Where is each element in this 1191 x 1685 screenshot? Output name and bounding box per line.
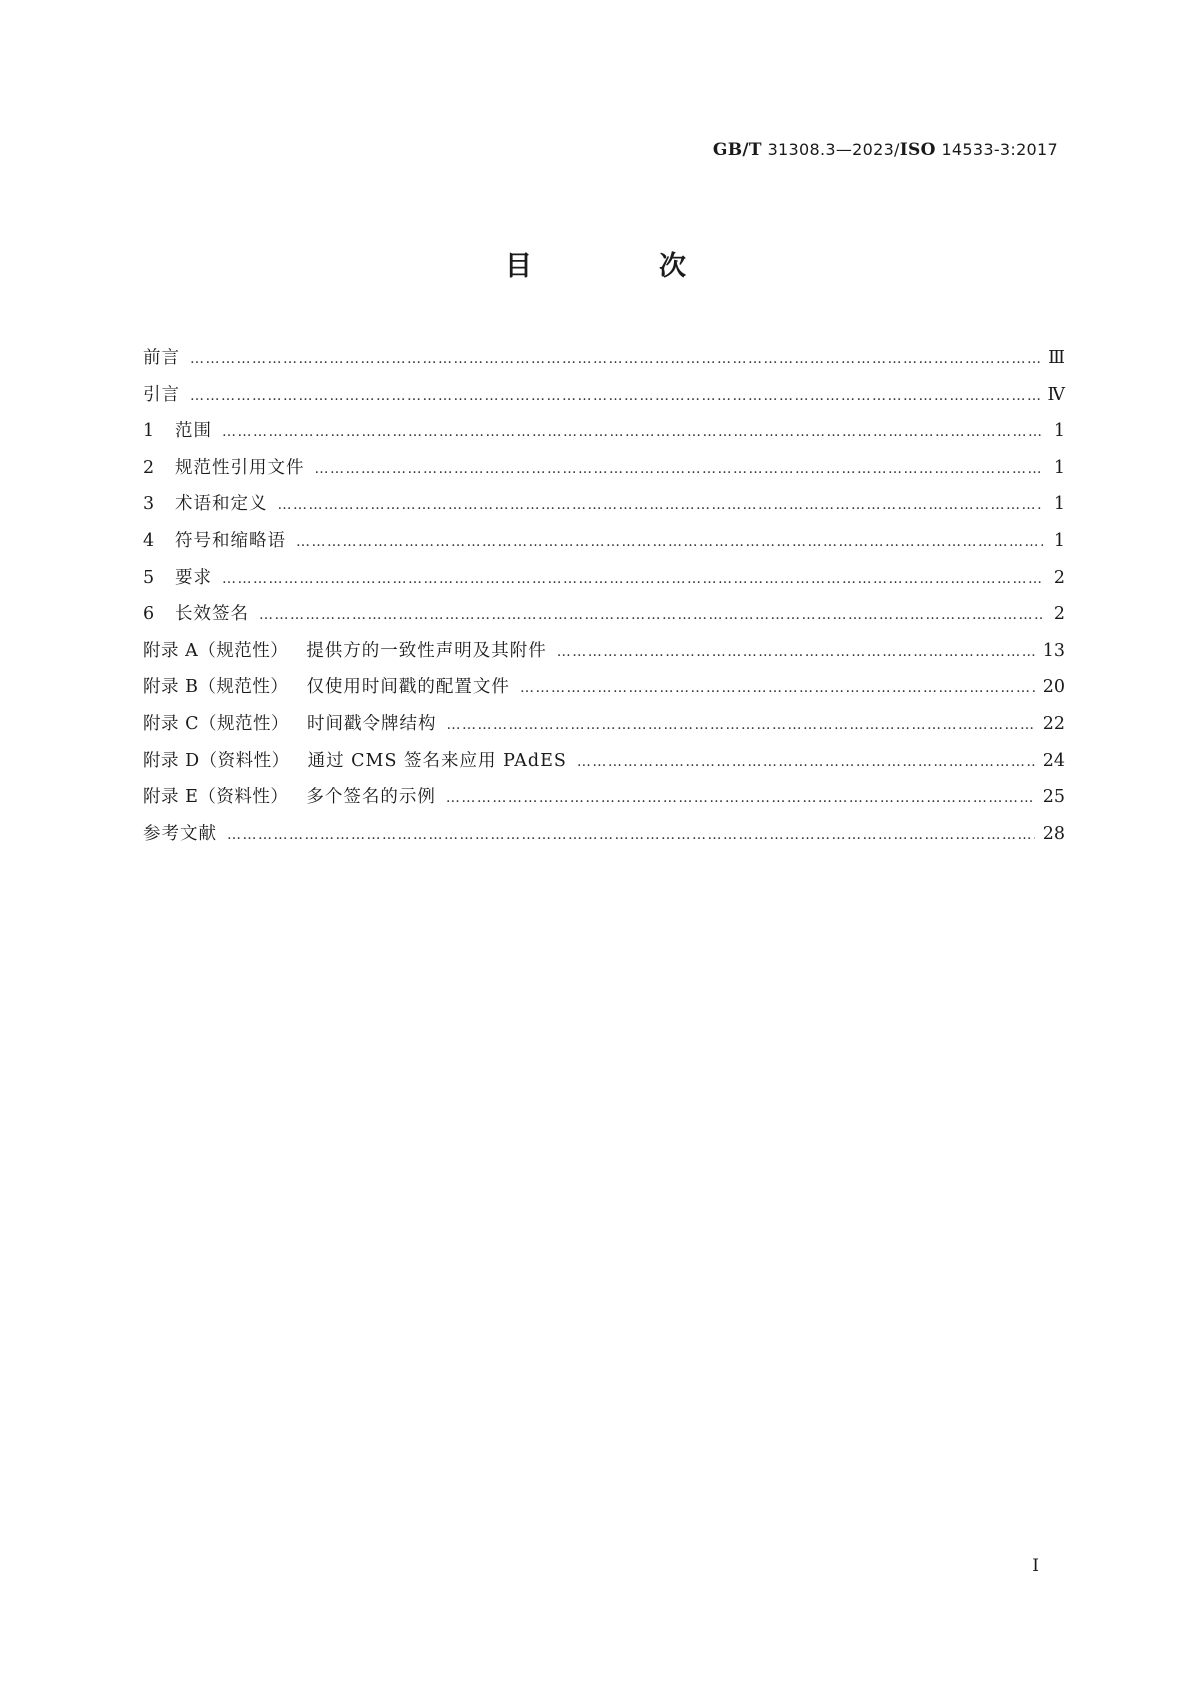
- toc-entry[interactable]: [143, 381, 1065, 418]
- standard-number: 31308.3—2023/: [767, 140, 900, 159]
- toc-entry-title: 仅使用时间戳的配置文件: [306, 677, 510, 698]
- toc-entry-label: [143, 747, 567, 772]
- dot-leader: [315, 461, 1044, 477]
- toc-entry-number: 6: [143, 604, 156, 625]
- toc-entry-title: 范围: [175, 421, 212, 442]
- page-number: Ⅰ: [1032, 1556, 1039, 1576]
- toc-entry-page: 20: [1042, 677, 1065, 698]
- toc-entry-page: Ⅳ: [1047, 384, 1065, 405]
- toc-entry-title: 术语和定义: [175, 494, 268, 515]
- toc-entry-label: [143, 381, 180, 406]
- toc-entry-title: 时间戳令牌结构: [306, 713, 437, 734]
- dot-leader: [520, 680, 1035, 696]
- dot-leader: [222, 571, 1043, 587]
- toc-entry-number: 5: [143, 567, 156, 588]
- toc-entry-label: [143, 344, 180, 369]
- toc-entry-page: 1: [1053, 494, 1065, 515]
- toc-entry-label: [143, 637, 547, 662]
- toc-entry-page: 24: [1042, 750, 1065, 771]
- toc-entry-page: 22: [1042, 713, 1065, 734]
- toc-entry-number: 3: [143, 494, 156, 515]
- dot-leader: [296, 534, 1043, 550]
- toc-entry[interactable]: [143, 783, 1065, 820]
- toc-entry-label: [143, 527, 286, 552]
- toc-entry-number: 2: [143, 457, 156, 478]
- dot-leader: [222, 424, 1043, 440]
- toc-entry-page: Ⅲ: [1048, 348, 1065, 368]
- toc-entry[interactable]: [143, 710, 1065, 747]
- toc-entry-label: [143, 783, 436, 808]
- dot-leader: [446, 717, 1034, 733]
- dot-leader: [227, 827, 1035, 843]
- toc-entry-title: 规范性引用文件: [175, 457, 305, 478]
- toc-entry-annex: 附录 D（资料性）: [143, 750, 290, 771]
- page-title: 目 次: [505, 251, 736, 282]
- toc-entry[interactable]: [143, 344, 1065, 381]
- toc-entry[interactable]: [143, 747, 1065, 784]
- toc-entry-page: 28: [1042, 823, 1065, 844]
- toc-entry-title: 参考文献: [143, 823, 217, 844]
- dot-leader: [278, 497, 1044, 513]
- toc-entry-number: 1: [143, 421, 156, 442]
- toc-entry[interactable]: [143, 564, 1065, 601]
- toc-entry[interactable]: [143, 673, 1065, 710]
- toc-entry[interactable]: [143, 454, 1065, 491]
- dot-leader: [577, 754, 1035, 770]
- toc-entry-annex: 附录 C（规范性）: [143, 713, 289, 734]
- toc-entry-label: [143, 600, 249, 625]
- toc-entry[interactable]: [143, 820, 1065, 857]
- toc-entry-annex: 附录 A（规范性）: [143, 640, 289, 661]
- toc-entry-page: 1: [1053, 457, 1065, 478]
- toc-entry-title: 要求: [175, 567, 212, 588]
- toc-entry-label: [143, 710, 436, 735]
- toc-entry-page: 25: [1042, 787, 1065, 808]
- toc-entry-label: [143, 417, 212, 442]
- toc-entry[interactable]: [143, 600, 1065, 637]
- toc-entry-page: 1: [1053, 530, 1065, 551]
- table-of-contents: [143, 344, 1065, 856]
- toc-entry-annex: 附录 B（规范性）: [143, 677, 289, 698]
- toc-entry-title: 多个签名的示例: [306, 787, 436, 808]
- dot-leader: [190, 388, 1040, 404]
- standard-prefix: GB/T: [712, 140, 762, 160]
- toc-entry-label: [143, 673, 510, 698]
- standard-header: [713, 140, 1058, 160]
- iso-prefix: ISO: [899, 140, 936, 160]
- toc-entry[interactable]: [143, 527, 1065, 564]
- toc-entry-number: 4: [143, 530, 156, 551]
- toc-entry-page: 2: [1053, 567, 1065, 588]
- dot-leader: [259, 607, 1043, 623]
- toc-entry-title: 前言: [143, 348, 180, 368]
- toc-entry-page: 1: [1053, 421, 1065, 442]
- dot-leader: [446, 790, 1035, 806]
- toc-entry-label: [143, 564, 212, 589]
- toc-entry-annex: 附录 E（资料性）: [143, 787, 289, 808]
- toc-entry-label: [143, 454, 305, 479]
- toc-entry[interactable]: [143, 490, 1065, 527]
- toc-entry-title: 符号和缩略语: [175, 530, 286, 551]
- toc-entry-page: 13: [1042, 640, 1065, 661]
- iso-number: 14533-3:2017: [941, 140, 1058, 159]
- toc-entry-page: 2: [1053, 604, 1065, 625]
- toc-entry[interactable]: [143, 637, 1065, 674]
- dot-leader: [557, 644, 1035, 660]
- toc-entry-label: [143, 490, 268, 515]
- toc-entry-label: [143, 820, 217, 845]
- toc-entry-title: 通过 CMS 签名来应用 PAdES: [307, 750, 567, 771]
- toc-entry-title: 长效签名: [175, 604, 249, 625]
- toc-entry[interactable]: [143, 417, 1065, 454]
- toc-entry-title: 引言: [143, 384, 180, 405]
- toc-entry-title: 提供方的一致性声明及其附件: [306, 640, 547, 661]
- dot-leader: [190, 351, 1040, 367]
